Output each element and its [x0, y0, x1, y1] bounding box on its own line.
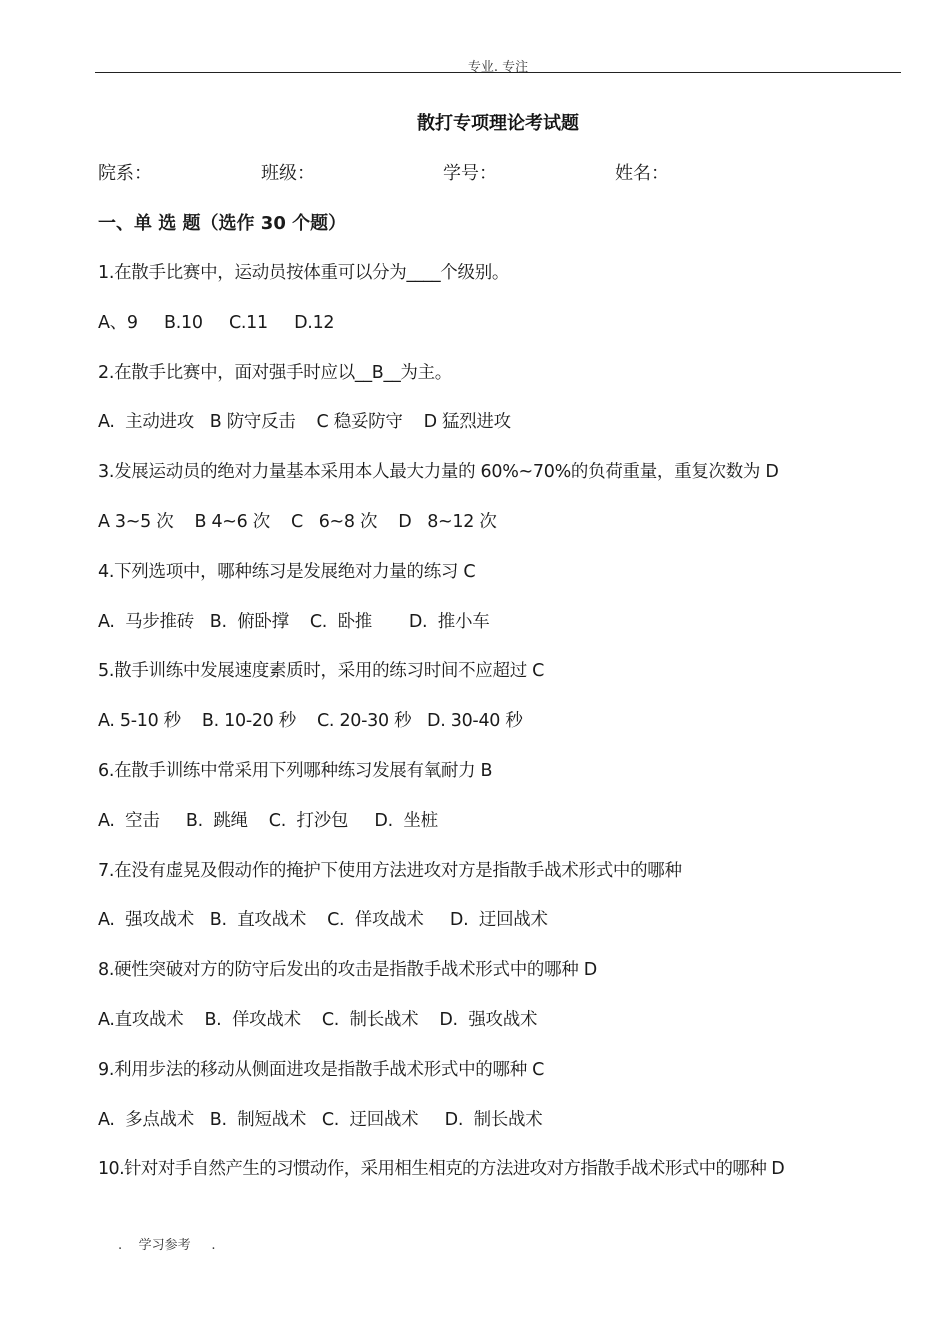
options-1: A、9 B.10 C.11 D.12 — [98, 313, 335, 333]
question-10: 10.针对对手自然产生的习惯动作，采用相生相克的方法进攻对方指散手战术形式中的哪种 D — [98, 1159, 785, 1179]
question-1: 1.在散手比赛中，运动员按体重可以分为____个级别。 — [98, 263, 510, 283]
question-2: 2.在散手比赛中，面对强手时应以__B__为主。 — [98, 363, 453, 383]
options-8: A.直攻战术 B. 佯攻战术 C. 制长战术 D. 强攻战术 — [98, 1010, 538, 1030]
field-department: 院系： — [98, 163, 152, 184]
options-5: A. 5-10 秒 B. 10-20 秒 C. 20-30 秒 D. 30-40 秒 — [98, 711, 523, 731]
question-5: 5.散手训练中发展速度素质时，采用的练习时间不应超过 C — [98, 661, 545, 681]
options-7: A. 强攻战术 B. 直攻战术 C. 佯攻战术 D. 迂回战术 — [98, 910, 548, 930]
section-heading: 一、单 选 题（选作 30 个题） — [98, 213, 347, 234]
page-header: 专业. 专注 — [467, 60, 529, 75]
options-9: A. 多点战术 B. 制短战术 C. 迂回战术 D. 制长战术 — [98, 1110, 543, 1130]
exam-title: 散打专项理论考试题 — [417, 113, 579, 134]
page-footer: . 学习参考 . — [118, 1238, 216, 1253]
field-name: 姓名： — [615, 163, 669, 184]
field-student-id: 学号： — [443, 163, 497, 184]
question-7: 7.在没有虚晃及假动作的掩护下使用方法进攻对方是指散手战术形式中的哪种 — [98, 861, 682, 881]
options-6: A. 空击 B. 跳绳 C. 打沙包 D. 坐桩 — [98, 811, 438, 831]
question-8: 8.硬性突破对方的防守后发出的攻击是指散手战术形式中的哪种 D — [98, 960, 597, 980]
question-4: 4.下列选项中，哪种练习是发展绝对力量的练习 C — [98, 562, 476, 582]
options-2: A. 主动进攻 B 防守反击 C 稳妥防守 D 猛烈进攻 — [98, 412, 511, 432]
header-rule — [95, 72, 901, 73]
question-9: 9.利用步法的移动从侧面进攻是指散手战术形式中的哪种 C — [98, 1060, 545, 1080]
options-3: A 3~5 次 B 4~6 次 C 6~8 次 D 8~12 次 — [98, 512, 497, 532]
question-3: 3.发展运动员的绝对力量基本采用本人最大力量的 60%~70%的负荷重量，重复次数为 D — [98, 462, 779, 482]
field-class: 班级： — [261, 163, 315, 184]
options-4: A. 马步推砖 B. 俯卧撑 C. 卧推 D. 推小车 — [98, 612, 490, 632]
question-6: 6.在散手训练中常采用下列哪种练习发展有氧耐力 B — [98, 761, 493, 781]
